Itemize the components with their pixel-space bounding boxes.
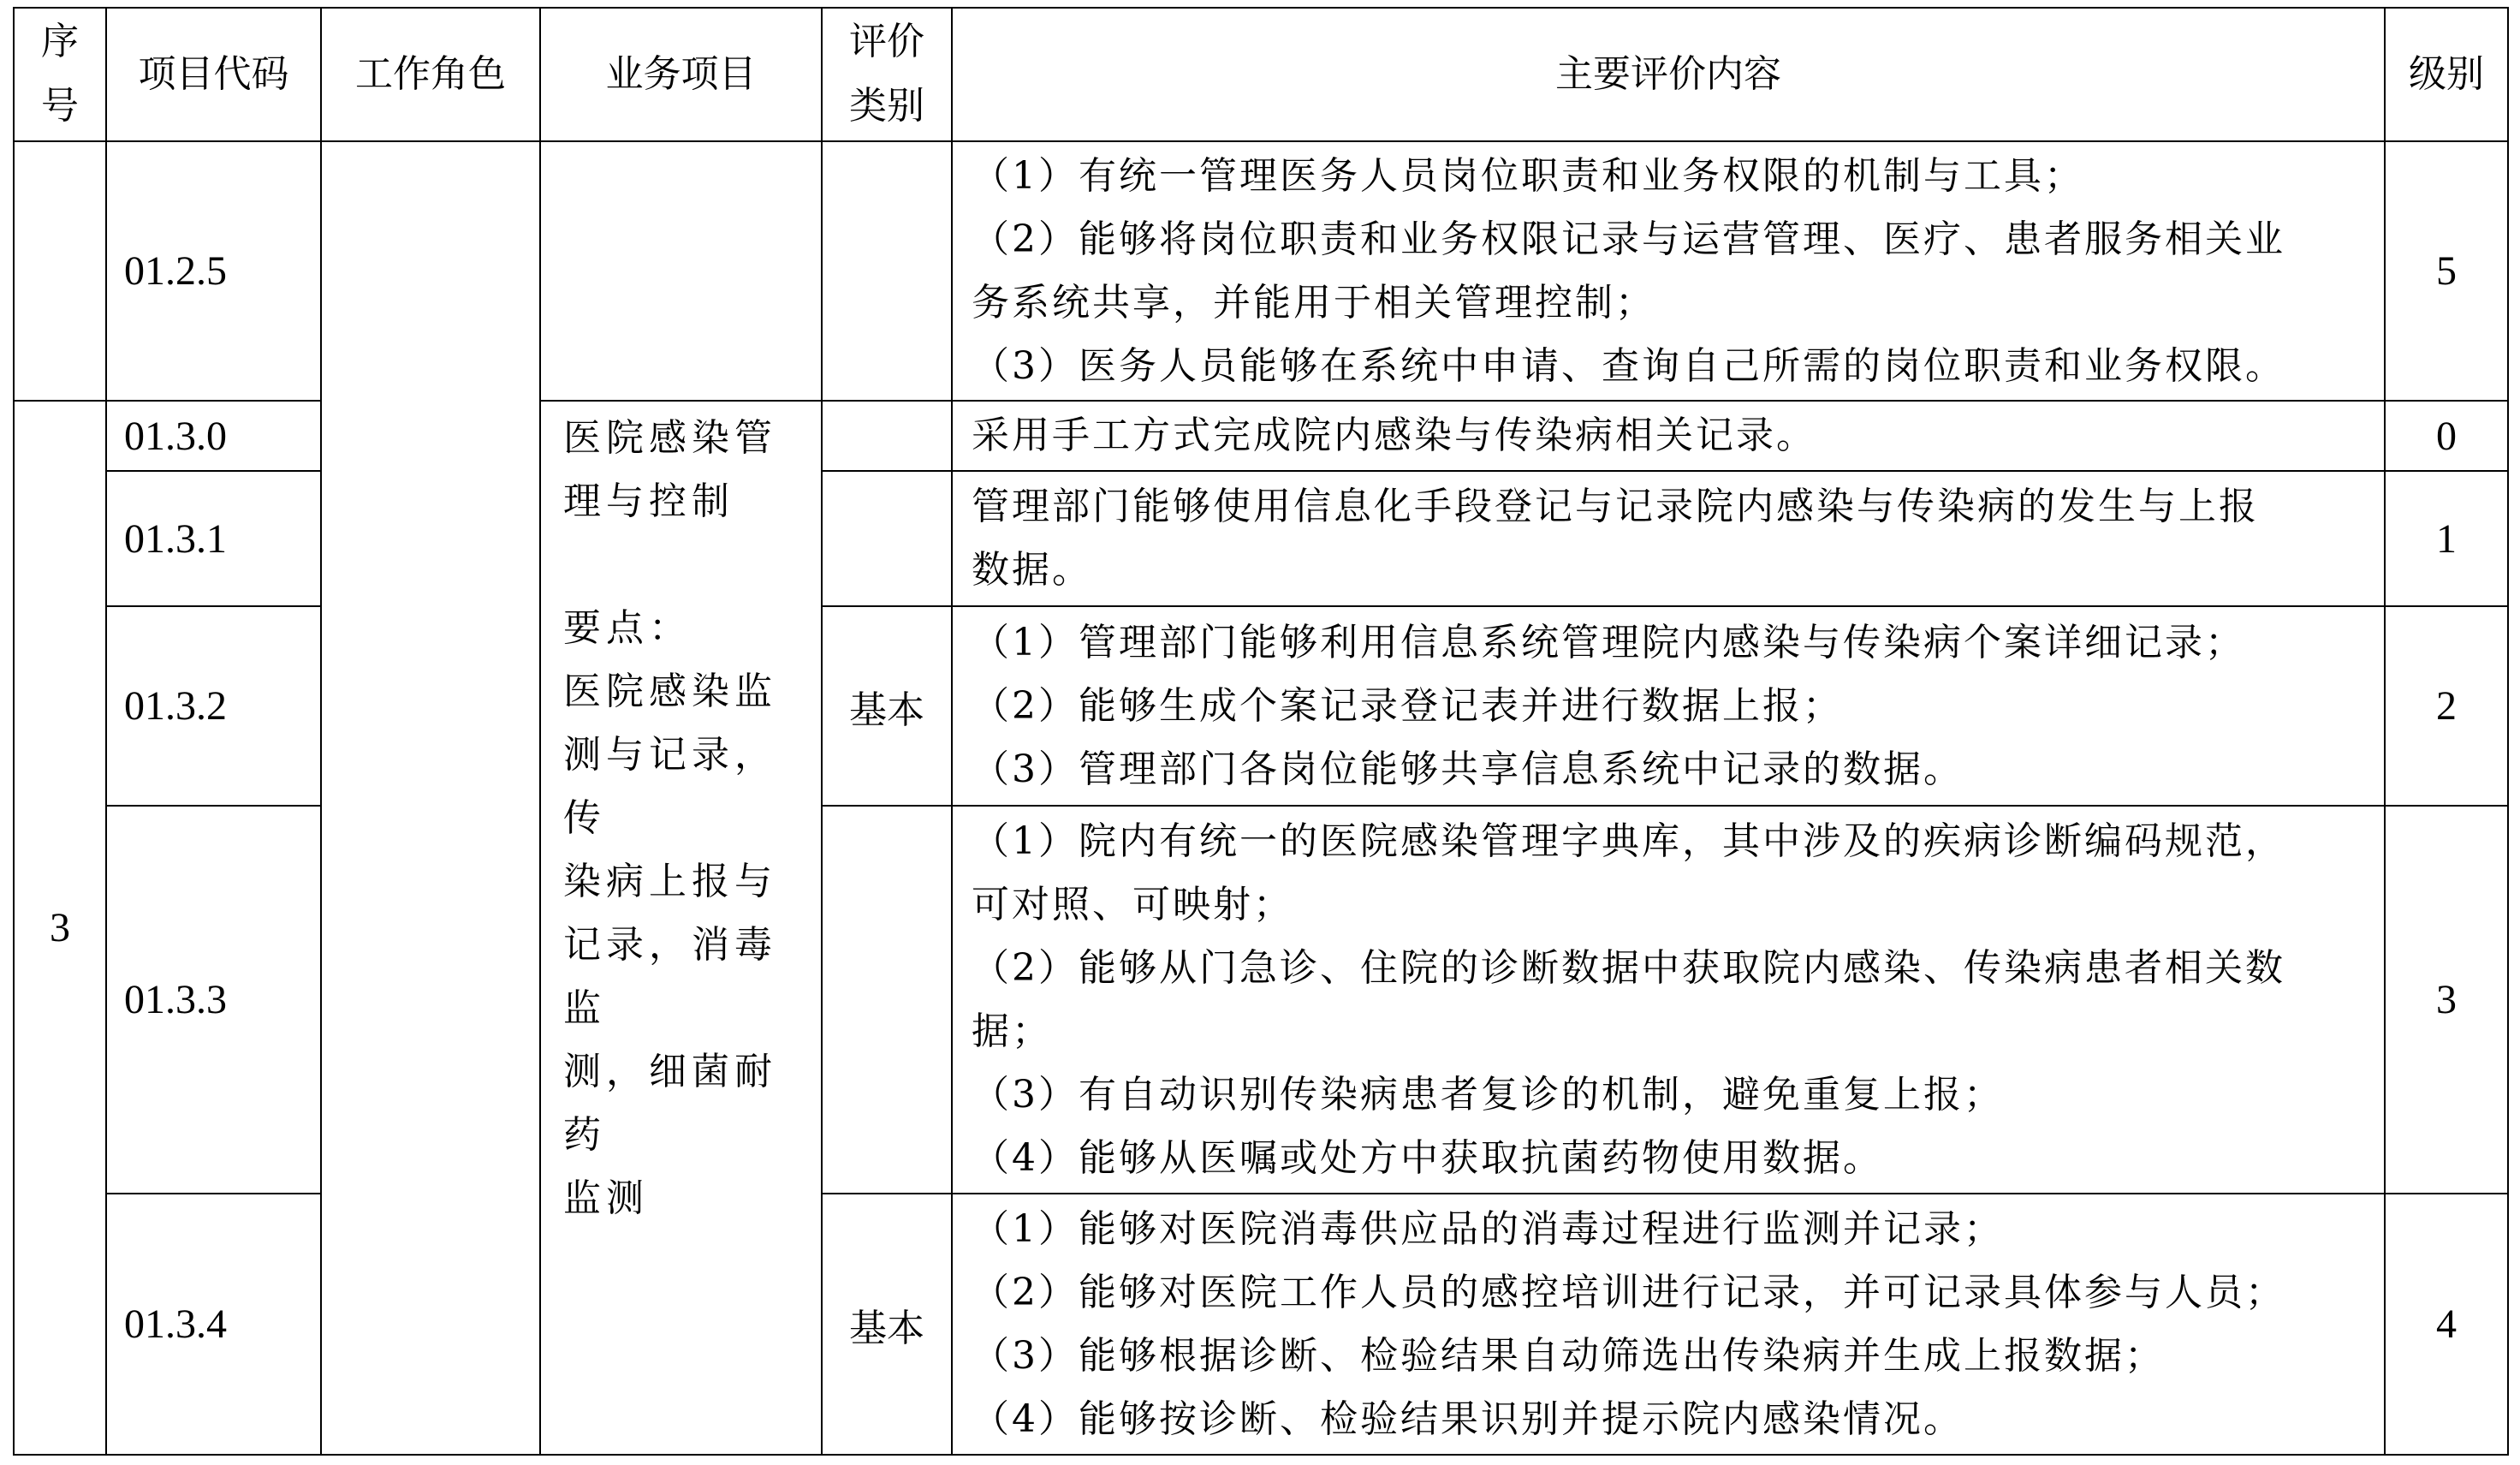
content-line: （3）医务人员能够在系统中申请、查询自己所需的岗位职责和业务权限。 — [972, 343, 2285, 388]
business-cell — [540, 401, 822, 1455]
code-cell: 01.3.1 — [106, 471, 321, 606]
code-cell: 01.2.5 — [106, 141, 321, 401]
content-line: （3）有自动识别传染病患者复诊的机制，避免重复上报； — [972, 1072, 2004, 1117]
level-cell: 5 — [2385, 141, 2508, 401]
business-line: 测与记录，传 — [563, 733, 777, 840]
header-row — [14, 8, 2508, 141]
header-category-part: 评价 — [849, 20, 924, 64]
content-line: （4）能够按诊断、检验结果识别并提示院内感染情况。 — [972, 1397, 1964, 1441]
level-cell: 4 — [2385, 1194, 2508, 1455]
level-cell: 0 — [2385, 401, 2508, 471]
content-line: （4）能够从医嘱或处方中获取抗菌药物使用数据。 — [972, 1135, 1883, 1180]
header-index-part: 序 — [41, 20, 79, 64]
header-content: 主要评价内容 — [952, 8, 2385, 141]
business-line: 监测 — [563, 1176, 649, 1220]
content-line: （2）能够生成个案记录登记表并进行数据上报； — [972, 683, 1843, 728]
category-cell: 基本 — [822, 1194, 952, 1455]
content-line: （1）院内有统一的医院感染管理字典库，其中涉及的疾病诊断编码规范， — [972, 819, 2285, 863]
level-cell: 1 — [2385, 471, 2508, 606]
header-category — [822, 8, 952, 141]
content-line: （2）能够从门急诊、住院的诊断数据中获取院内感染、传染病患者相关数 — [972, 945, 2285, 990]
code-cell: 01.3.4 — [106, 1194, 321, 1455]
content-line: （2）能够将岗位职责和业务权限记录与运营管理、医疗、患者服务相关业 — [972, 217, 2285, 261]
business-line: 医院感染监 — [563, 670, 777, 713]
content-line: 务系统共享，并能用于相关管理控制； — [972, 280, 1655, 325]
content-cell — [952, 401, 2385, 471]
content-line: 据； — [972, 1009, 1052, 1053]
content-cell — [952, 141, 2385, 401]
content-cell — [952, 471, 2385, 606]
evaluation-table — [13, 7, 2509, 1456]
content-cell — [952, 1194, 2385, 1455]
category-cell — [822, 401, 952, 471]
business-line — [563, 533, 809, 597]
content-cell — [952, 806, 2385, 1194]
header-index-text — [15, 10, 105, 139]
header-index — [14, 8, 106, 141]
category-cell — [822, 806, 952, 1194]
header-business: 业务项目 — [540, 8, 822, 141]
category-cell — [822, 471, 952, 606]
business-line: 染病上报与 — [563, 860, 777, 903]
business-line: 测，细菌耐药 — [563, 1050, 777, 1157]
content-line: 管理部门能够使用信息化手段登记与记录院内感染与传染病的发生与上报 — [972, 485, 2259, 528]
header-level: 级别 — [2385, 8, 2508, 141]
header-role: 工作角色 — [321, 8, 540, 141]
category-cell: 基本 — [822, 606, 952, 806]
table-row — [14, 141, 2508, 401]
content-line: （3）能够根据诊断、检验结果自动筛选出传染病并生成上报数据； — [972, 1333, 2165, 1378]
index-cell — [14, 141, 106, 401]
content-line: （1）能够对医院消毒供应品的消毒过程进行监测并记录； — [972, 1206, 2004, 1251]
index-cell: 3 — [14, 401, 106, 1455]
business-cell — [540, 141, 822, 401]
content-line: （2）能够对医院工作人员的感控培训进行记录，并可记录具体参与人员； — [972, 1270, 2285, 1314]
header-index-part: 号 — [41, 84, 79, 128]
content-line: 可对照、可映射； — [972, 882, 1293, 926]
content-line: 数据。 — [972, 548, 1092, 592]
category-cell — [822, 141, 952, 401]
header-category-text — [823, 10, 951, 139]
code-cell: 01.3.3 — [106, 806, 321, 1194]
level-cell: 2 — [2385, 606, 2508, 806]
content-line: （1）管理部门能够利用信息系统管理院内感染与传染病个案详细记录； — [972, 620, 2245, 664]
code-cell: 01.3.0 — [106, 401, 321, 471]
code-cell: 01.3.2 — [106, 606, 321, 806]
business-line: 要点： — [563, 606, 692, 650]
content-cell — [952, 606, 2385, 806]
business-line: 医院感染管 — [563, 416, 777, 460]
role-cell — [321, 141, 540, 1455]
content-line: （1）有统一管理医务人员岗位职责和业务权限的机制与工具； — [972, 153, 2084, 198]
content-line: 采用手工方式完成院内感染与传染病相关记录。 — [972, 414, 1816, 457]
header-code: 项目代码 — [106, 8, 321, 141]
level-cell: 3 — [2385, 806, 2508, 1194]
business-line: 记录，消毒监 — [563, 923, 777, 1030]
business-line: 理与控制 — [563, 479, 734, 523]
content-line: （3）管理部门各岗位能够共享信息系统中记录的数据。 — [972, 747, 1964, 791]
header-category-part: 类别 — [849, 84, 924, 128]
